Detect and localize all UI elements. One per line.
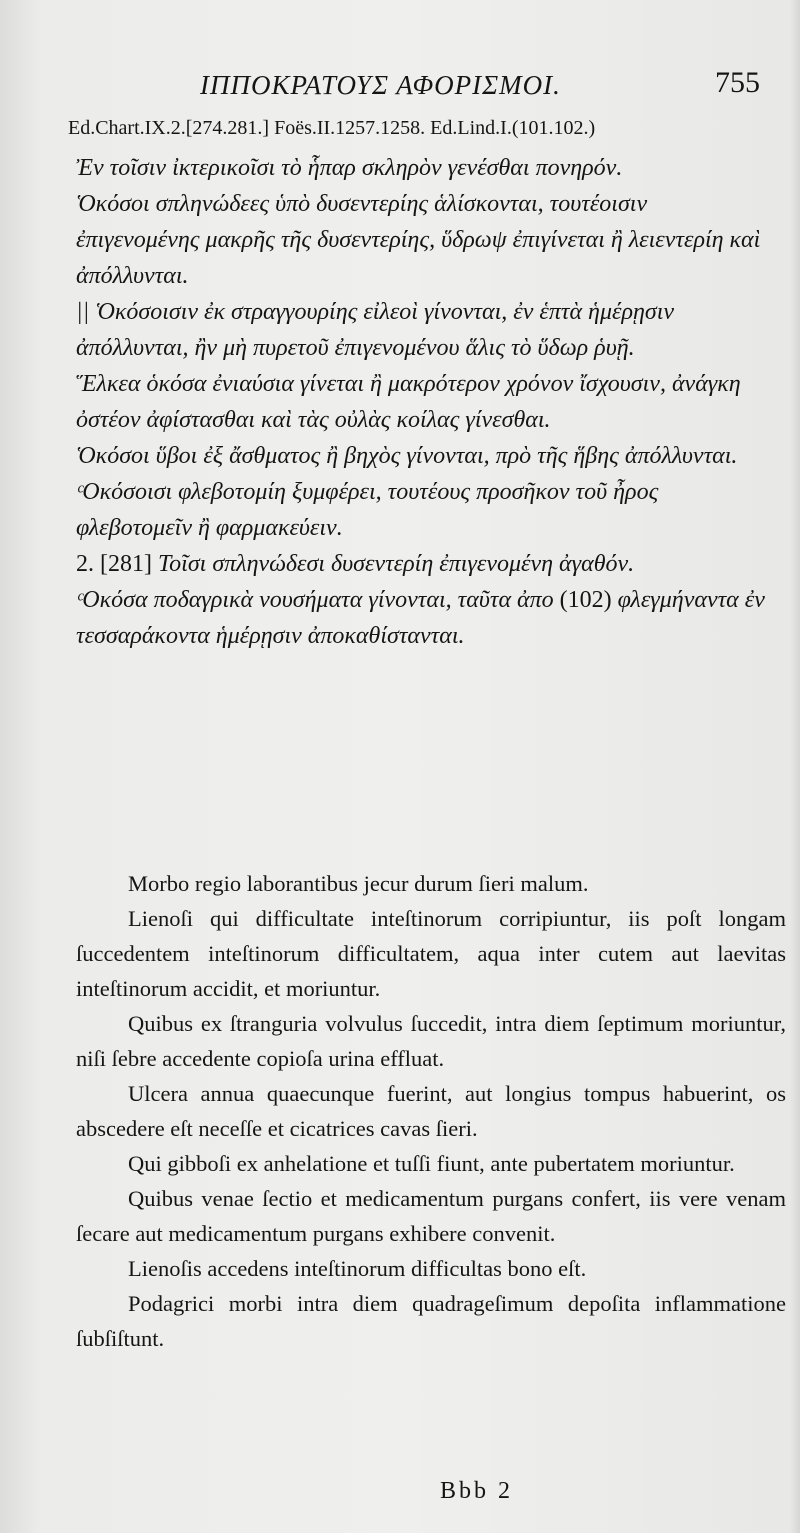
edition-references: Ed.Chart.IX.2.[274.281.] Foës.II.1257.1258. Ed.Lind.I.(101.102.) xyxy=(68,117,596,139)
signature-mark: Bbb 2 xyxy=(440,1478,514,1504)
greek-aphorism: Ὁκόσοι σπληνώδεες ὑπὸ δυσεντερίης ἁλίσκονται, τουτέοισιν ἐπιγενομένης μακρῆς τῆς δυσεντερίης, ὕδρωψ ἐπιγίνεται ἢ λειεντερίη καὶ ἀπόλλυνται. xyxy=(76,191,761,289)
greek-aphorism: ᶜΟκόσοισι φλεβοτομίη ξυμφέρει, τουτέους προσῆκον τοῦ ἦρος φλεβοτομεῖν ἢ φαρμακεύειν. xyxy=(76,479,659,541)
latin-paragraph: Ulcera annua quaecunque fuerint, aut longius tompus habuerint, os abscedere eſt neceſſe et cicatrices cavas ſieri. xyxy=(76,1081,786,1141)
latin-paragraph: Qui gibboſi ex anhelatione et tuſſi fiunt, ante pubertatem moriuntur. xyxy=(128,1151,735,1176)
page-header xyxy=(200,66,760,110)
latin-paragraph: Morbo regio laborantibus jecur durum ſieri malum. xyxy=(128,871,589,896)
greek-aphorism-text: Τοῖσι σπληνώδεσι δυσεντερίη ἐπιγενομένη ἀγαθόν. xyxy=(157,551,635,577)
latin-paragraph: Quibus ex ſtranguria volvulus ſuccedit, intra diem ſeptimum moriuntur, niſi ſebre accedente copioſa urina effluat. xyxy=(76,1011,786,1071)
greek-aphorism: Ἐν τοῖσιν ἰκτερικοῖσι τὸ ἧπαρ σκληρὸν γενέσθαι πονηρόν. xyxy=(76,155,623,181)
greek-aphorism-text: φλεγμήναντα ἐν τεσσαράκοντα ἡμέρῃσιν ἀποκαθίστανται. xyxy=(76,587,765,649)
greek-aphorism-text: ᶜΟκόσα ποδαγρικὰ νουσήματα γίνονται, ταῦτα ἀπο xyxy=(76,587,554,613)
latin-translation-block xyxy=(76,866,786,1356)
greek-aphorism: Ὁκόσοι ὕβοι ἐξ ἄσθματος ἢ βηχὸς γίνονται, πρὸ τῆς ἥβης ἀπόλλυνται. xyxy=(76,443,738,469)
running-title: ΙΠΠΟΚΡΑΤΟΥΣ ΑΦΟΡΙΣΜΟΙ. xyxy=(200,70,561,100)
greek-aphorism-numbered xyxy=(76,546,776,582)
greek-aphorism-last xyxy=(76,582,776,654)
page-number: 755 xyxy=(715,66,760,99)
latin-paragraph: Quibus venae ſectio et medicamentum purgans confert, iis vere venam ſecare aut medicamentum purgans exhibere convenit. xyxy=(76,1186,786,1246)
page-reference: (102) xyxy=(559,587,612,613)
greek-text-block xyxy=(76,150,776,654)
latin-paragraph: Podagrici morbi intra diem quadrageſimum depoſita inflammatione ſubſiſtunt. xyxy=(76,1291,786,1351)
latin-paragraph: Lienoſis accedens inteſtinorum difficultas bono eſt. xyxy=(128,1256,587,1281)
greek-aphorism: Ἕλκεα ὁκόσα ἐνιαύσια γίνεται ἢ μακρότερον χρόνον ἴσχουσιν, ἀνάγκη ὀστέον ἀφίστασθαι καὶ τὰς οὐλὰς κοίλας γίνεσθαι. xyxy=(76,371,741,433)
latin-paragraph: Lienoſi qui difficultate inteſtinorum corripiuntur, iis poſt longam ſuccedentem inteſtinorum difficultatem, aqua inter cutem aut laevitas inteſtinorum accidit, et moriuntur. xyxy=(76,906,786,1001)
greek-aphorism: || Ὁκόσοισιν ἐκ στραγγουρίης εἰλεοὶ γίνονται, ἐν ἑπτὰ ἡμέρῃσιν ἀπόλλυνται, ἢν μὴ πυρετοῦ ἐπιγενομένου ἅλις τὸ ὕδωρ ῥυῇ. xyxy=(76,299,675,361)
section-number: 2. [281] xyxy=(76,551,152,577)
